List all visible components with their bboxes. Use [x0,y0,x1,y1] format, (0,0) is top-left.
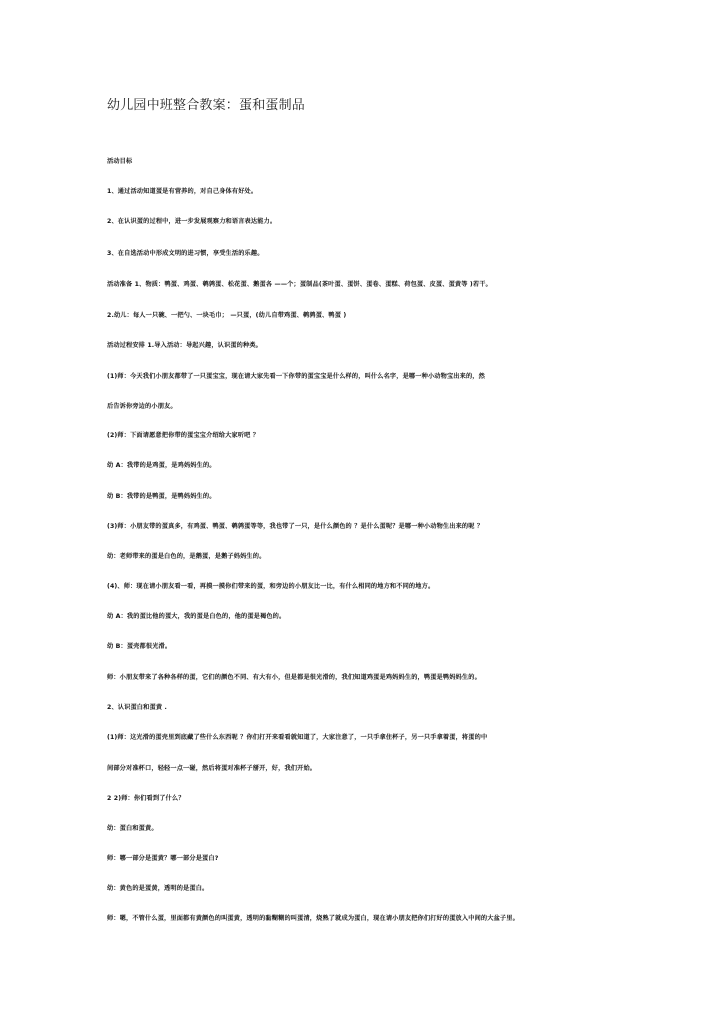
text-line: 幼 A：我带的是鸡蛋，是鸡妈妈生的。 [107,462,216,469]
text-line: 2.幼儿：每人一只碗、一把勺、一块毛巾； —只蛋，(幼儿自带鸡蛋、鹌鹑蛋、鸭蛋 ) [107,312,347,319]
text-line: 幼：黄色的是蛋黄，透明的是蛋白。 [107,885,209,892]
text-line: 1、通过活动知道蛋是有营养的，对自己身体有好处。 [107,188,258,195]
text-line: 活动准备 1、物质：鸭蛋、鸡蛋、鹌鹑蛋、松花蛋、鹅蛋各 ——个；蛋制品(茶叶蛋、蛋饼、蛋卷、蛋糕、荷包蛋、皮蛋、蛋黄等 )若干。 [107,281,492,288]
text-line: 师：小朋友带来了各种各样的蛋，它们的颜色不同、有大有小，但是都是很光滑的，我们知道鸡蛋是鸡妈妈生的，鸭蛋是鸭妈妈生的。 [107,674,481,681]
text-line: (4)、师：现在请小朋友看一看，再摸一摸你们带来的蛋，和旁边的小朋友比一比，有什么相同的地方和不同的地方。 [107,583,435,590]
text-line: (3)师：小朋友带的蛋真多，有鸡蛋、鸭蛋、鹌鹑蛋等等，我也带了一只，是什么颜色的 ？是什么蛋呢？是哪一种小动物生出来的呢 ？ [107,523,484,530]
text-line: 幼：蛋白和蛋黄。 [107,825,158,832]
text-line: (1)师：这光滑的蛋壳里到底藏了些什么东西呢 ？你们打开来看看就知道了，大家注意了，一只手拿住杯子，另一只手拿着蛋，将蛋的中 [107,734,488,741]
text-line: (1)师：今天我们小朋友都带了一只蛋宝宝，现在请大家先看一下你带的蛋宝宝是什么样的，叫什么名字，是哪一种小动物宝出来的，然 [107,373,485,380]
text-line: 3、在自选活动中形成文明的进习惯，享受生活的乐趣。 [107,250,264,257]
text-line: 幼：老师带来的蛋是白色的，是鹅蛋，是鹅子妈妈生的。 [107,553,266,560]
text-line: 师：哪一部分是蛋黄？哪一部分是蛋白? [107,855,219,862]
text-line: 间部分对准杯口，轻轻一点一碰，然后将蛋对准杯子掰开，好，我们开始。 [107,765,317,772]
text-line: (2)师：下面请愿意把你带的蛋宝宝介绍给大家听吧 ？ [107,432,260,439]
text-line: 活动目标 [107,158,133,165]
text-line: 活动过程安排 1.导入活动：导起兴趣，认识蛋的种类。 [107,342,263,349]
text-line: 2 2)师：你们看到了什么？ [107,795,185,802]
text-line: 幼 B：我带的是鸭蛋，是鸭妈妈生的。 [107,493,216,500]
text-line: 2、在认识蛋的过程中，进一步发展观察力和语言表达能力。 [107,218,277,225]
text-line: 2、认识蛋白和蛋黄 . [107,704,167,711]
text-line: 幼 A：我的蛋比他的蛋大，我的蛋是白色的，他的蛋是褐色的。 [107,613,286,620]
text-line: 师：嗯，不管什么蛋，里面都有黄颜色的叫蛋黄，透明的黏糊糊的叫蛋清，烧熟了就成为蛋白，现在请小朋友把你们打好的蛋放入中间的大盆子里。 [107,915,519,922]
text-line: 幼 B：蛋壳都很光滑。 [107,643,172,650]
document-title: 幼儿园中班整合教案：蛋和蛋制品 [107,98,306,113]
text-line: 后告诉你旁边的小朋友。 [107,403,177,410]
